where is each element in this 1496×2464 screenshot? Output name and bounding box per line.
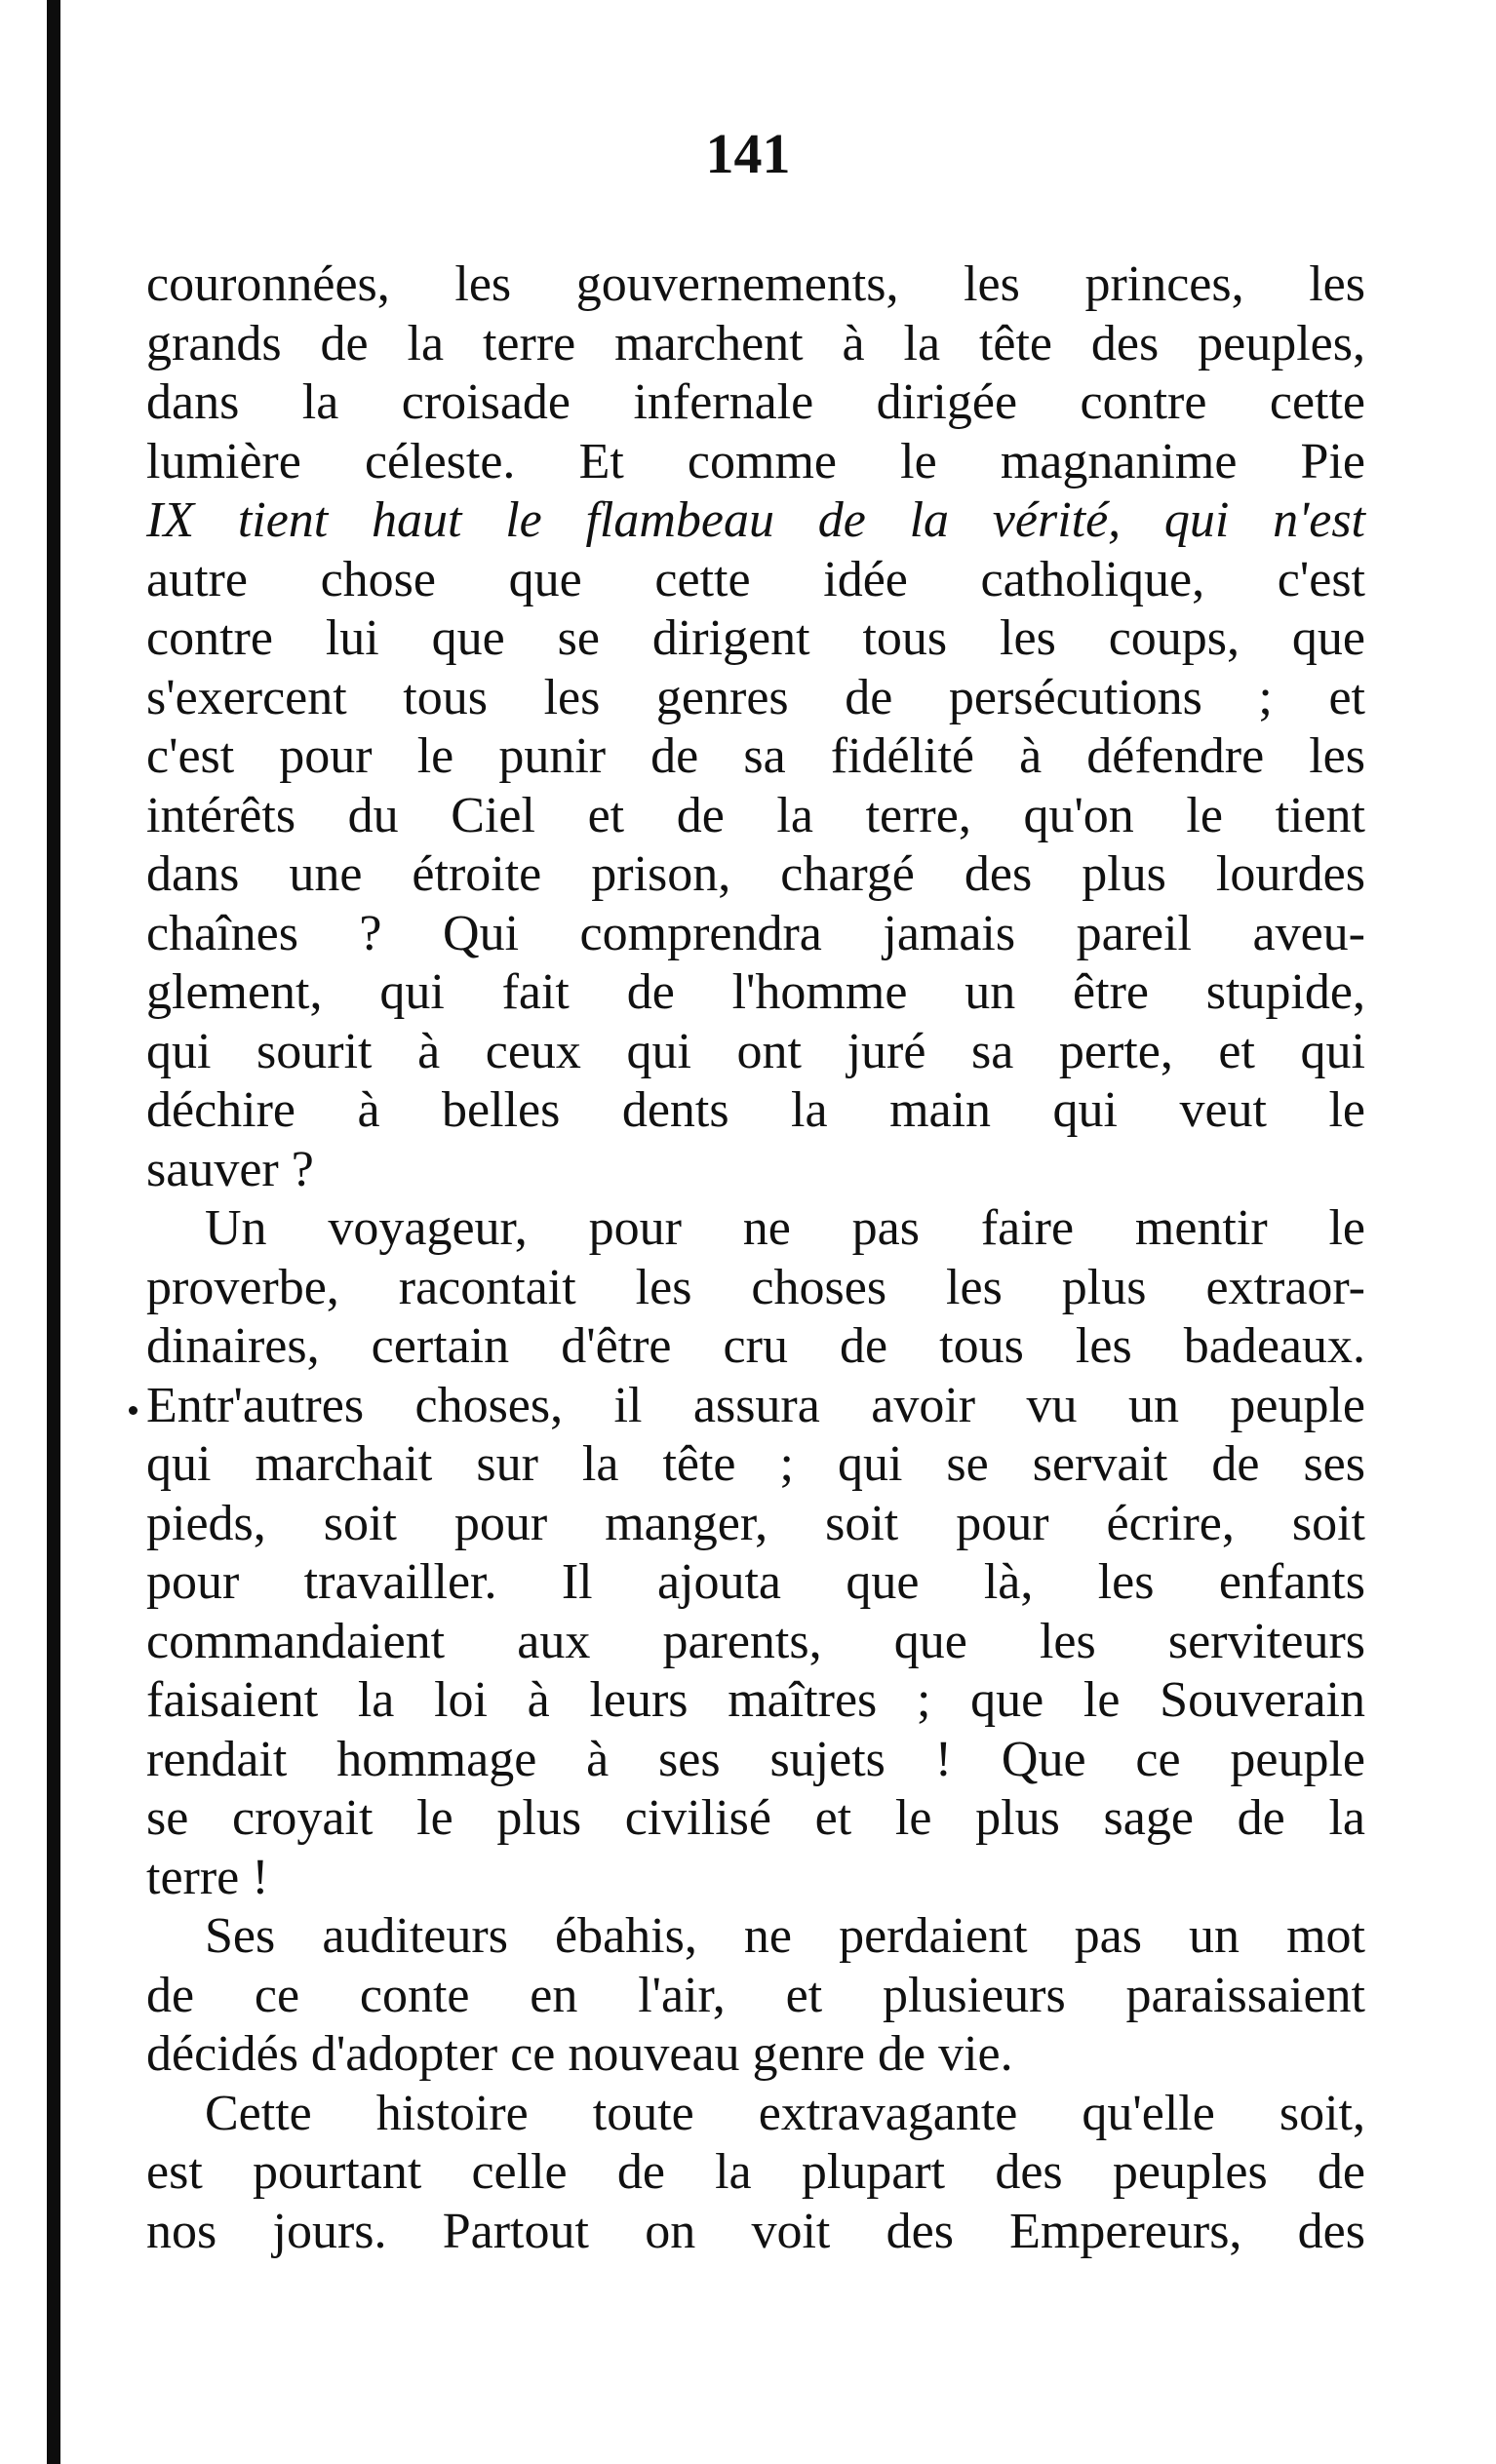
text-line: c'est pour le punir de sa fidélité à défendre les	[146, 728, 1365, 784]
text-line: décidés d'adopter ce nouveau genre de vie.	[146, 2026, 1013, 2082]
body-text	[146, 255, 1365, 2261]
text-line: commandaient aux parents, que les serviteurs	[146, 1613, 1365, 1669]
text-line: intérêts du Ciel et de la terre, qu'on le tient	[146, 787, 1365, 843]
page-binding-edge	[47, 0, 60, 2464]
paragraph-4	[146, 2085, 1365, 2262]
text-line: se croyait le plus civilisé et le plus sage de la	[146, 1790, 1365, 1846]
paragraph-2	[146, 1199, 1365, 1907]
text-line: dans une étroite prison, chargé des plus lourdes	[146, 846, 1365, 902]
text-line: qui sourit à ceux qui ont juré sa perte, et qui	[146, 1023, 1365, 1079]
text-line: terre !	[146, 1849, 269, 1905]
text-line: Cette histoire toute extravagante qu'elle soit,	[205, 2085, 1365, 2141]
text-line: sauver ?	[146, 1141, 314, 1197]
text-line: proverbe, racontait les choses les plus extraor-	[146, 1259, 1365, 1315]
page-number: 141	[705, 122, 791, 185]
text-line: dans la croisade infernale dirigée contre cette	[146, 374, 1365, 430]
text-line: pieds, soit pour manger, soit pour écrire, soit	[146, 1495, 1365, 1551]
text-line: Un voyageur, pour ne pas faire mentir le	[205, 1200, 1365, 1256]
text-line: couronnées, les gouvernements, les princes, les	[146, 256, 1365, 312]
text-line: de ce conte en l'air, et plusieurs paraissaient	[146, 1967, 1365, 2023]
text-line: qui marchait sur la tête ; qui se servait de ses	[146, 1436, 1365, 1492]
paragraph-1	[146, 255, 1365, 1199]
text-line: déchire à belles dents la main qui veut le	[146, 1082, 1365, 1138]
text-line: glement, qui fait de l'homme un être stupide,	[146, 964, 1365, 1020]
text-line: lumière céleste. Et comme le magnanime Pie	[146, 433, 1365, 489]
text-line: Entr'autres choses, il assura avoir vu un peuple	[146, 1377, 1365, 1436]
text-line: IX tient haut le flambeau de la vérité, qui n'est	[146, 492, 1365, 548]
text-line: s'exercent tous les genres de persécutions ; et	[146, 669, 1365, 725]
text-line: dinaires, certain d'être cru de tous les badeaux.	[146, 1318, 1365, 1374]
text-line: est pourtant celle de la plupart des peuples de	[146, 2144, 1365, 2200]
text-line: contre lui que se dirigent tous les coups, que	[146, 610, 1365, 666]
text-line: faisaient la loi à leurs maîtres ; que le Souverain	[146, 1672, 1365, 1728]
text-line: pour travailler. Il ajouta que là, les enfants	[146, 1554, 1365, 1610]
text-line: Ses auditeurs ébahis, ne perdaient pas un mot	[205, 1908, 1365, 1964]
text-line: chaînes ? Qui comprendra jamais pareil aveu-	[146, 905, 1365, 961]
text-line: rendait hommage à ses sujets ! Que ce peuple	[146, 1731, 1365, 1787]
paragraph-3	[146, 1907, 1365, 2085]
text-line: nos jours. Partout on voit des Empereurs, des	[146, 2203, 1365, 2259]
text-line: autre chose que cette idée catholique, c'est	[146, 551, 1365, 607]
text-line: grands de la terre marchent à la tête des peuples,	[146, 315, 1365, 372]
